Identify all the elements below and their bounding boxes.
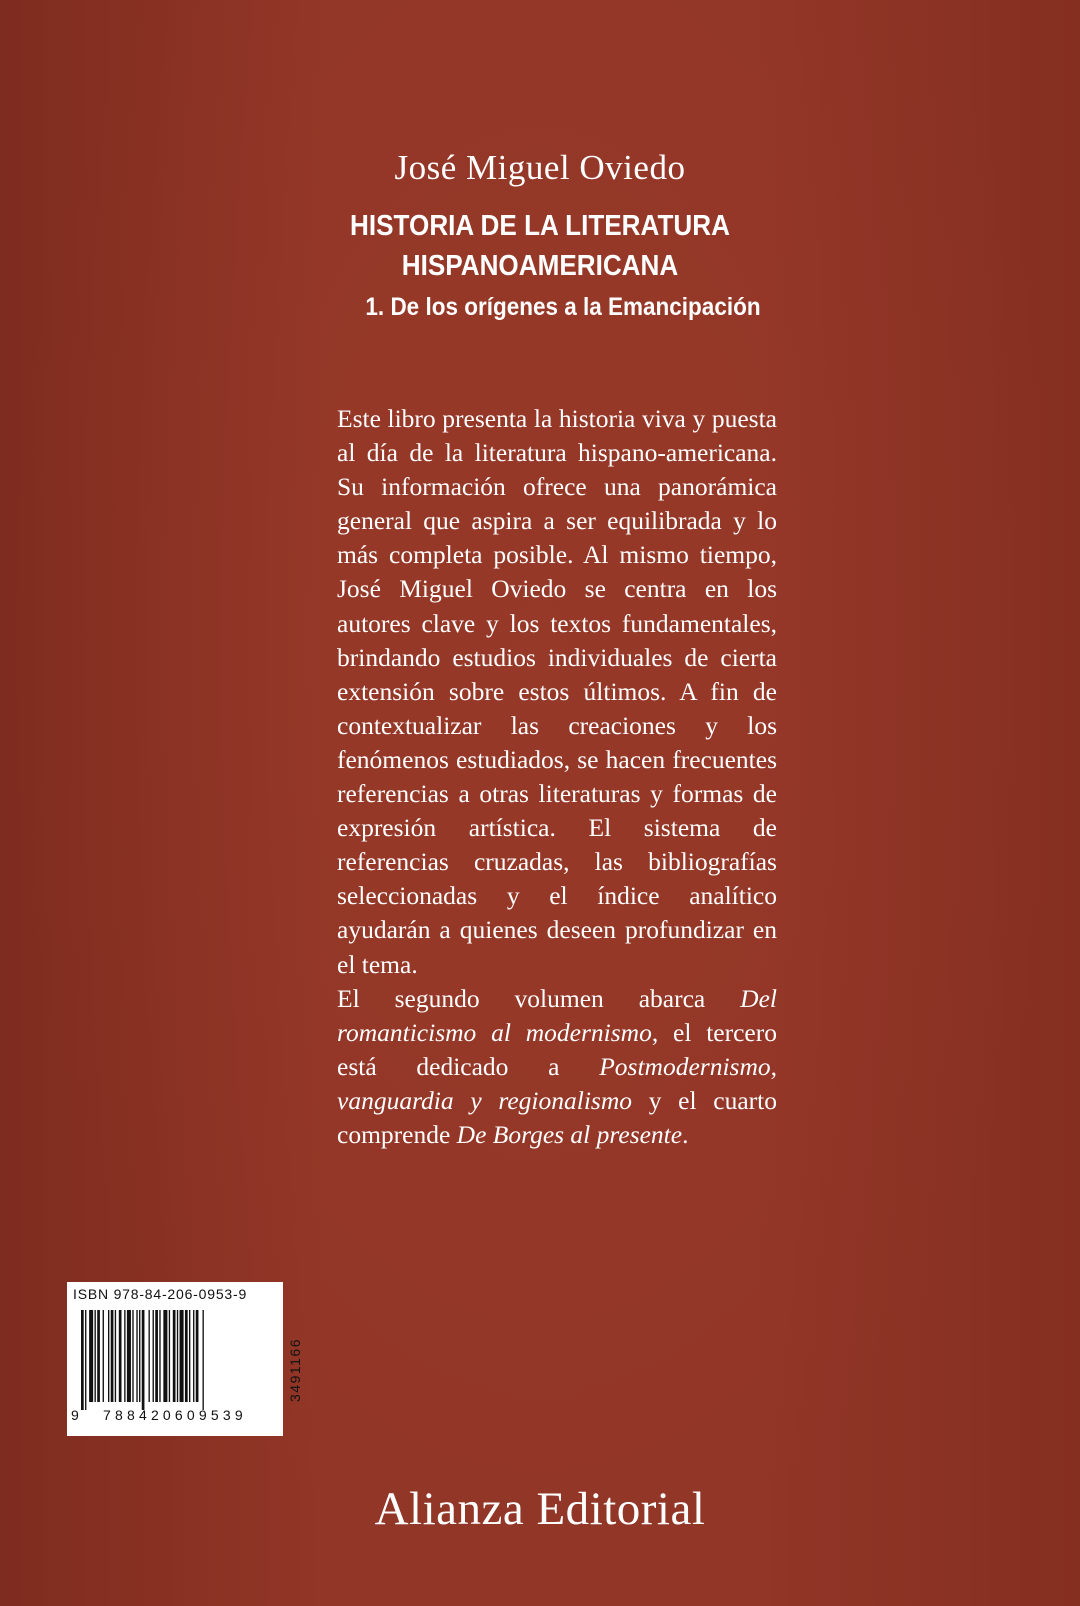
volume-subtitle: 1. De los orígenes a la Emancipación: [365, 293, 761, 321]
barcode-bar: [119, 1310, 122, 1402]
barcode-bar: [132, 1310, 133, 1402]
barcode-bar: [97, 1310, 100, 1402]
ean-digits: 788420609539: [103, 1407, 247, 1423]
barcode-bar: [85, 1310, 86, 1410]
barcode-bar: [153, 1310, 154, 1402]
barcode-bar: [139, 1310, 140, 1402]
blurb-p2-italic-1: Del romanticismo al modernismo: [337, 983, 777, 1047]
barcode-bar: [111, 1310, 114, 1402]
blurb-text: [337, 402, 777, 1152]
blurb-p2-text: .: [682, 1119, 689, 1149]
barcode-bar: [189, 1310, 190, 1402]
blurb-paragraph-1: Este libro presenta la historia viva y puesta al día de la literatura hispano-americana. Su información ofrece una panorámica general que aspira a ser equilibrada y lo más completa posible. Al mismo tiempo, José Miguel Oviedo se centra en los autores clave y los textos fundamentales, brindando estudios individuales de cierta extensión sobre estos últimos. A fin de contextualizar las creaciones y los fenómenos estudiados, se hacen frecuentes referencias a otras literaturas y formas de expresión artística. El sistema de referencias cruzadas, las bibliografías seleccionadas y el índice analítico ayudarán a quienes deseen profundizar en el tema.: [337, 404, 777, 979]
barcode-bar: [177, 1310, 178, 1402]
barcode-bar: [173, 1310, 176, 1402]
blurb-p2-text: , el tercero está dedicado a: [337, 1017, 777, 1081]
barcode-bar: [127, 1310, 131, 1402]
barcode-bar: [193, 1310, 194, 1402]
blurb-p2-text: y el cuarto comprende: [337, 1085, 777, 1149]
barcode-icon: [81, 1310, 243, 1410]
barcode-bar: [155, 1310, 158, 1402]
barcode-bar: [163, 1310, 167, 1402]
isbn-label: ISBN 978-84-206-0953-9: [73, 1286, 248, 1302]
barcode-bar: [203, 1310, 204, 1410]
barcode-bar: [136, 1310, 137, 1402]
barcode-bar: [169, 1310, 170, 1402]
barcode-bar: [142, 1310, 145, 1410]
barcode-bar: [159, 1310, 160, 1402]
title-line-1: HISTORIA DE LA LITERATURA: [350, 210, 730, 242]
publisher-name: Alianza Editorial: [374, 1483, 706, 1535]
blurb-p2-italic-2: Postmodernismo, vanguardia y regionalismo: [337, 1051, 777, 1115]
barcode-bar: [81, 1310, 84, 1410]
barcode-bar: [89, 1310, 93, 1402]
barcode-bar: [196, 1310, 199, 1402]
barcode-bar: [103, 1310, 104, 1402]
book-title: [54, 206, 1026, 286]
side-code: 3491166: [286, 1338, 303, 1402]
blurb-p2-text: El segundo volumen abarca: [337, 983, 741, 1013]
blurb-paragraph-2: [337, 982, 777, 1152]
barcode-bar: [180, 1310, 184, 1402]
author-name: José Miguel Oviedo: [394, 148, 686, 187]
barcode-bar: [115, 1310, 116, 1402]
barcode-bar: [149, 1310, 150, 1402]
barcode-bar: [95, 1310, 96, 1402]
barcode-bar: [108, 1310, 109, 1402]
ean-first-digit: 9: [71, 1407, 79, 1423]
isbn-barcode-box: [67, 1282, 303, 1436]
barcode-bar: [124, 1310, 125, 1402]
barcode-bar: [185, 1310, 188, 1402]
title-line-2: HISPANOAMERICANA: [401, 250, 679, 282]
blurb-p2-italic-3: De Borges al presente: [456, 1119, 683, 1149]
